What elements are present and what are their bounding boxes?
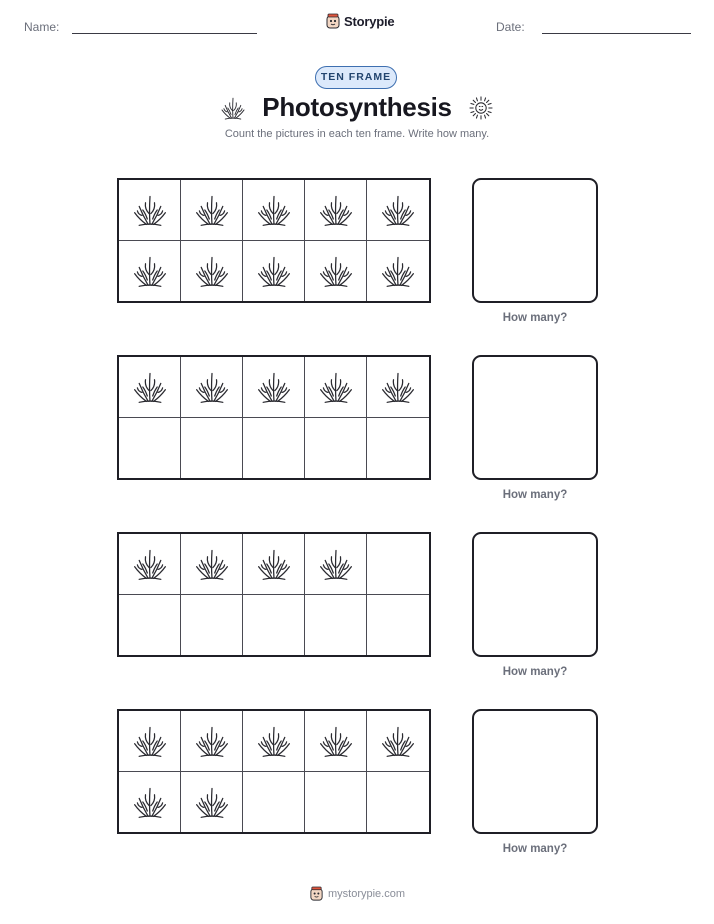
frame-cell (119, 418, 181, 479)
seaweed-icon (256, 253, 292, 289)
frame-cell (181, 534, 243, 595)
brand (325, 13, 394, 30)
seaweed-icon (132, 784, 168, 820)
frame-cell (243, 595, 305, 656)
seaweed-icon (132, 369, 168, 405)
frame-cell (305, 180, 367, 241)
brand-name: Storypie (344, 14, 395, 29)
frame-cell (243, 357, 305, 418)
frame-cell (181, 772, 243, 833)
seaweed-icon (318, 253, 354, 289)
seaweed-icon (318, 369, 354, 405)
date-line (542, 33, 691, 34)
frame-cell (181, 595, 243, 656)
footer (0, 886, 714, 902)
ten-frame-4 (117, 709, 431, 834)
frame-cell (119, 180, 181, 241)
frame-cell (243, 711, 305, 772)
seaweed-icon (220, 95, 246, 121)
seaweed-icon (318, 192, 354, 228)
seaweed-icon (256, 369, 292, 405)
frame-cell (305, 534, 367, 595)
frame-cell (305, 357, 367, 418)
frame-cell (305, 595, 367, 656)
frame-cell (243, 418, 305, 479)
frame-cell (305, 772, 367, 833)
frame-cell (367, 534, 429, 595)
frame-cell (367, 418, 429, 479)
frame-cell (243, 180, 305, 241)
answer-box-1[interactable] (472, 178, 598, 303)
seaweed-icon (132, 253, 168, 289)
frame-cell (181, 418, 243, 479)
how-many-label-1: How many? (502, 312, 568, 324)
seaweed-icon (380, 369, 416, 405)
seaweed-icon (194, 723, 230, 759)
seaweed-icon (194, 546, 230, 582)
frame-cell (367, 595, 429, 656)
frame-cell (243, 241, 305, 302)
frame-cell (119, 711, 181, 772)
frame-cell (181, 241, 243, 302)
seaweed-icon (256, 192, 292, 228)
seaweed-icon (256, 723, 292, 759)
page-title: Photosynthesis (262, 92, 452, 122)
answer-box-2[interactable] (472, 355, 598, 480)
seaweed-icon (318, 723, 354, 759)
frame-cell (243, 772, 305, 833)
answer-box-4[interactable] (472, 709, 598, 834)
name-label: Name: (24, 20, 60, 34)
seaweed-icon (380, 723, 416, 759)
seaweed-icon (132, 192, 168, 228)
answer-box-3[interactable] (472, 532, 598, 657)
seaweed-icon (194, 784, 230, 820)
seaweed-icon (194, 192, 230, 228)
frame-cell (181, 180, 243, 241)
how-many-label-3: How many? (502, 666, 568, 678)
frame-cell (305, 241, 367, 302)
storypie-logo-icon (325, 13, 341, 30)
ten-frame-badge: TEN FRAME (315, 66, 397, 89)
frame-cell (119, 595, 181, 656)
frame-cell (243, 534, 305, 595)
title-row (0, 92, 714, 123)
seaweed-icon (194, 253, 230, 289)
frame-cell (119, 772, 181, 833)
frame-cell (367, 772, 429, 833)
frame-cell (367, 711, 429, 772)
instructions: Count the pictures in each ten frame. Write how many. (224, 128, 490, 140)
ten-frame-3 (117, 532, 431, 657)
frame-cell (367, 180, 429, 241)
frame-cell (119, 357, 181, 418)
frame-cell (367, 241, 429, 302)
frame-cell (367, 357, 429, 418)
seaweed-icon (132, 546, 168, 582)
frame-cell (181, 711, 243, 772)
frame-cell (119, 241, 181, 302)
frame-cell (119, 534, 181, 595)
frame-cell (305, 711, 367, 772)
seaweed-icon (318, 546, 354, 582)
ten-frame-2 (117, 355, 431, 480)
seaweed-icon (132, 723, 168, 759)
seaweed-icon (256, 546, 292, 582)
seaweed-icon (194, 369, 230, 405)
footer-url: mystorypie.com (327, 888, 406, 900)
date-label: Date: (496, 20, 525, 34)
frame-cell (181, 357, 243, 418)
name-line (72, 33, 257, 34)
how-many-label-4: How many? (502, 843, 568, 855)
frame-cell (305, 418, 367, 479)
seaweed-icon (380, 253, 416, 289)
ten-frame-1 (117, 178, 431, 303)
how-many-label-2: How many? (502, 489, 568, 501)
storypie-logo-icon (309, 886, 324, 902)
sun-icon (468, 95, 494, 121)
seaweed-icon (380, 192, 416, 228)
